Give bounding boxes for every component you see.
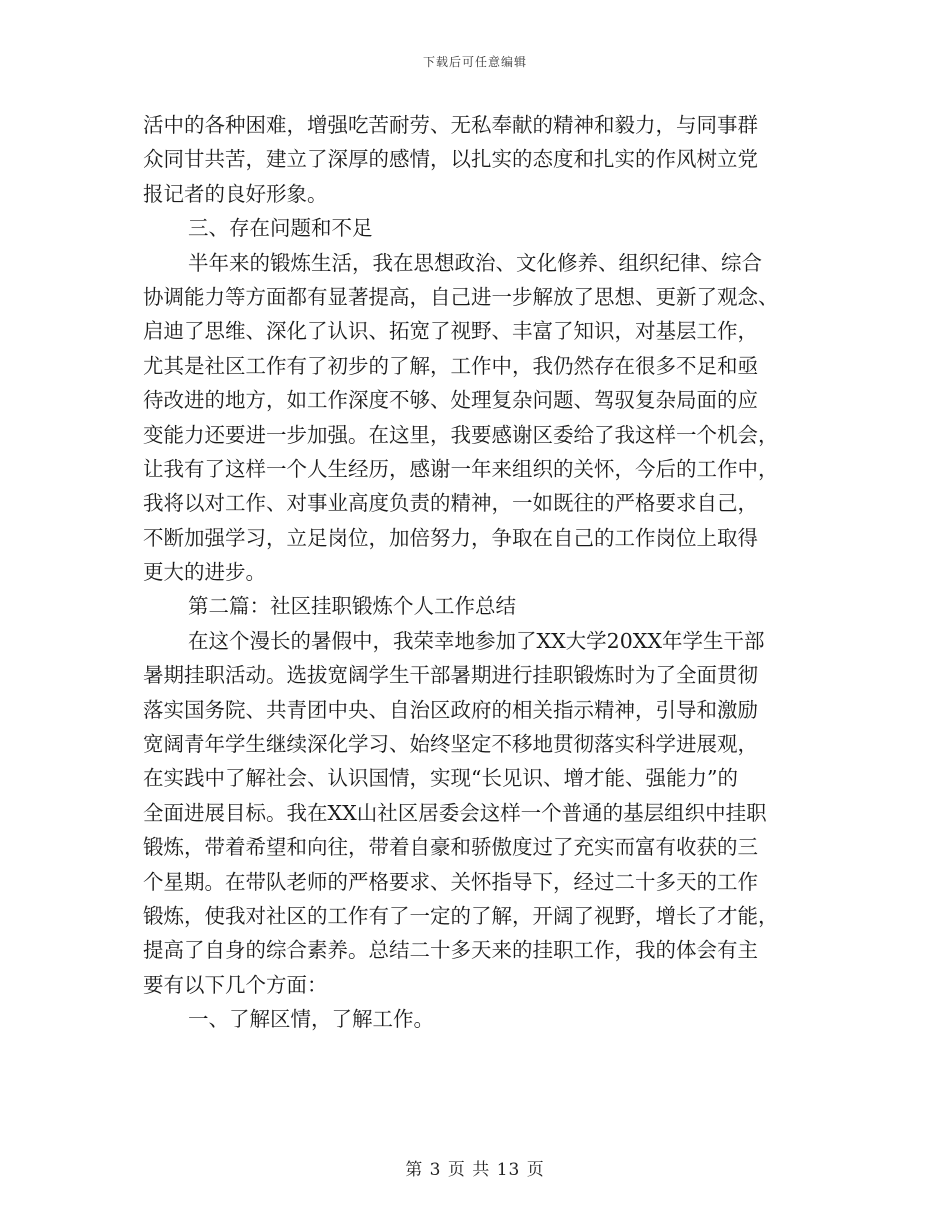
text-line: 半年来的锻炼生活，我在思想政治、文化修养、组织纪律、综合: [188, 250, 762, 275]
document-body: [143, 108, 813, 1037]
text-line: 要有以下几个方面：: [143, 972, 328, 997]
text-line: 活中的各种困难，增强吃苦耐劳、无私奉献的精神和毅力，与同事群: [143, 113, 758, 137]
text-line: 宽阔青年学生继续深化学习、始终坚定不移地贯彻落实科学进展观，: [143, 732, 758, 757]
text-line: 协调能力等方面都有显著提高，自己进一步解放了思想、更新了观念、: [143, 284, 779, 309]
text-line: 在这个漫长的暑假中，我荣幸地参加了XX大学20XX年学生干部: [188, 628, 765, 653]
text-line: 众同甘共苦，建立了深厚的感情，以扎实的态度和扎实的作风树立党: [143, 147, 758, 172]
text-line: 落实国务院、共青团中央、自治区政府的相关指示精神，引导和激励: [143, 697, 758, 722]
text-line: 三、存在问题和不足: [188, 216, 373, 241]
text-line: 尤其是社区工作有了初步的了解，工作中，我仍然存在很多不足和亟: [143, 353, 758, 378]
text-line: 个星期。在带队老师的严格要求、关怀指导下，经过二十多天的工作: [143, 869, 758, 894]
text-line: 锻炼，使我对社区的工作有了一定的了解，开阔了视野，增长了才能，: [143, 903, 779, 928]
text-line: 我将以对工作、对事业高度负责的精神，一如既往的严格要求自己，: [143, 491, 758, 516]
text-line: 待改进的地方，如工作深度不够、处理复杂问题、驾驭复杂局面的应: [143, 388, 758, 413]
text-line: 一、了解区情，了解工作。: [188, 1007, 434, 1032]
text-line: 提高了自身的综合素养。总结二十多天来的挂职工作，我的体会有主: [143, 938, 758, 963]
text-line: 变能力还要进一步加强。在这里，我要感谢区委给了我这样一个机会，: [143, 422, 779, 447]
text-line: 让我有了这样一个人生经历，感谢一年来组织的关怀，今后的工作中，: [143, 456, 779, 481]
text-line: 不断加强学习，立足岗位，加倍努力，争取在自己的工作岗位上取得: [143, 525, 758, 550]
page-header: 下载后可任意编辑: [422, 55, 527, 69]
text-line: 更大的进步。: [143, 560, 266, 585]
text-line: 报记者的良好形象。: [143, 181, 328, 206]
text-line: 全面进展目标。我在XX山社区居委会这样一个普通的基层组织中挂职: [143, 800, 767, 825]
text-line: 启迪了思维、深化了认识、拓宽了视野、丰富了知识，对基层工作，: [143, 319, 758, 344]
text-line: 第二篇：社区挂职锻炼个人工作总结: [188, 594, 516, 619]
text-line: 在实践中了解社会、认识国情，实现“长见识、增才能、强能力”的: [143, 766, 738, 791]
text-line: 锻炼，带着希望和向往，带着自豪和骄傲度过了充实而富有收获的三: [143, 835, 758, 860]
page-footer: 第 3 页 共 13 页: [405, 1160, 545, 1180]
text-line: 暑期挂职活动。选拔宽阔学生干部暑期进行挂职锻炼时为了全面贯彻: [143, 663, 758, 688]
